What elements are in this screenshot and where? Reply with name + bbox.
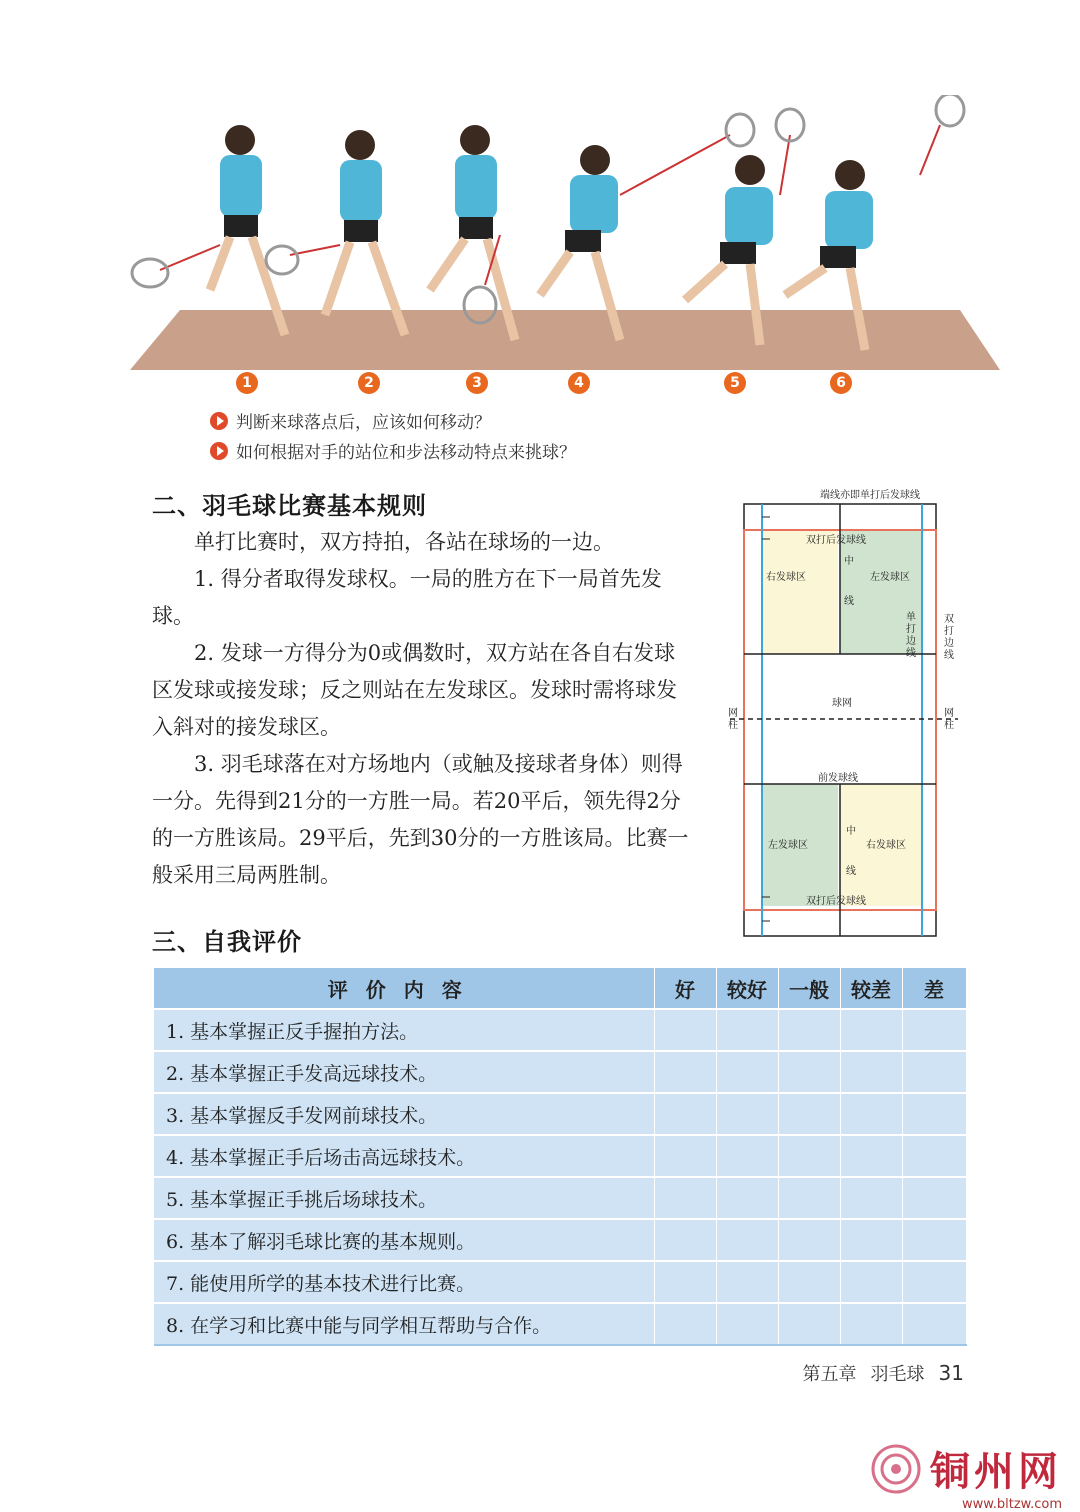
badminton-sequence-photo	[120, 95, 1000, 405]
label-singles-sideline	[906, 612, 916, 660]
rating-cell[interactable]	[716, 1009, 778, 1051]
header-content: 评价内容	[154, 968, 654, 1009]
rules-paragraph-intro: 单打比赛时，双方持拍，各站在球场的一边。	[194, 530, 614, 554]
label-right-service-bottom: 右发球区	[866, 840, 906, 851]
figure-4	[540, 114, 754, 340]
table-row	[154, 1177, 966, 1219]
frame-number-2: 2	[358, 372, 380, 394]
evaluation-item: 3. 基本掌握反手发网前球技术。	[154, 1093, 654, 1135]
doubles-sideline-char: 双	[944, 614, 954, 625]
rating-cell[interactable]	[840, 1219, 902, 1261]
footer-topic: 羽毛球	[870, 1364, 925, 1385]
question-1	[210, 408, 491, 433]
label-net: 球网	[832, 698, 852, 709]
header-good: 好	[654, 968, 716, 1009]
singles-sideline-char: 线	[906, 648, 916, 659]
post-char: 柱	[728, 720, 738, 731]
rating-cell[interactable]	[778, 1303, 840, 1345]
rating-cell[interactable]	[778, 1009, 840, 1051]
singles-sideline-char: 单	[906, 612, 916, 623]
footer-chapter: 第五章	[802, 1364, 857, 1385]
label-left-service-bottom: 左发球区	[768, 840, 808, 851]
evaluation-item: 5. 基本掌握正手挑后场球技术。	[154, 1177, 654, 1219]
site-url: www.bltzw.com	[962, 1497, 1062, 1512]
frame-number-5: 5	[724, 372, 746, 394]
rating-cell[interactable]	[778, 1135, 840, 1177]
table-row	[154, 1303, 966, 1345]
evaluation-item: 2. 基本掌握正手发高远球技术。	[154, 1051, 654, 1093]
rating-cell[interactable]	[902, 1135, 966, 1177]
rating-cell[interactable]	[902, 1009, 966, 1051]
rating-cell[interactable]	[902, 1303, 966, 1345]
table-row	[154, 1093, 966, 1135]
label-center-line-top-2: 线	[844, 596, 854, 607]
header-average: 一般	[778, 968, 840, 1009]
table-row	[154, 1051, 966, 1093]
header-fairly-good: 较好	[716, 968, 778, 1009]
rating-cell[interactable]	[778, 1093, 840, 1135]
rules-paragraph-1: 1. 得分者取得发球权。一局的胜方在下一局首先发球。	[152, 567, 662, 628]
site-logo-icon	[870, 1443, 922, 1495]
rating-cell[interactable]	[778, 1261, 840, 1303]
rating-cell[interactable]	[654, 1303, 716, 1345]
rating-cell[interactable]	[840, 1177, 902, 1219]
post-char: 网	[728, 708, 738, 719]
rules-body	[152, 524, 692, 894]
rating-cell[interactable]	[902, 1177, 966, 1219]
rating-cell[interactable]	[778, 1051, 840, 1093]
self-evaluation-table	[154, 968, 967, 1346]
court-diagram	[726, 484, 962, 940]
label-doubles-sideline	[944, 614, 954, 662]
rating-cell[interactable]	[840, 1303, 902, 1345]
rating-cell[interactable]	[902, 1093, 966, 1135]
label-front-service-line: 前发球线	[818, 773, 858, 784]
figure-2	[266, 130, 405, 335]
doubles-sideline-char: 打	[944, 626, 954, 637]
rating-cell[interactable]	[716, 1135, 778, 1177]
label-center-line-top-1: 中	[844, 556, 854, 567]
play-icon	[210, 442, 228, 460]
label-doubles-back-line-bottom: 双打后发球线	[806, 896, 866, 907]
section-heading-self-evaluation: 三、自我评价	[152, 928, 302, 956]
header-poor: 差	[902, 968, 966, 1009]
rating-cell[interactable]	[654, 1219, 716, 1261]
rating-cell[interactable]	[902, 1261, 966, 1303]
rating-cell[interactable]	[716, 1261, 778, 1303]
rules-paragraph-3: 3. 羽毛球落在对方场地内（或触及接球者身体）则得一分。先得到21分的一方胜一局。若20平后，领先得2分的一方胜该局。29平后，先到30分的一方胜该局。比赛一般采用三局两胜制。	[152, 752, 689, 887]
frame-number-1: 1	[236, 372, 258, 394]
page-number: 31	[938, 1361, 964, 1385]
rating-cell[interactable]	[902, 1219, 966, 1261]
rating-cell[interactable]	[778, 1219, 840, 1261]
doubles-sideline-char: 线	[944, 650, 954, 661]
zone-top-right-service	[762, 530, 838, 654]
sequence-illustration	[120, 95, 1000, 405]
rating-cell[interactable]	[654, 1093, 716, 1135]
site-watermark	[870, 1440, 1062, 1512]
rating-cell[interactable]	[654, 1135, 716, 1177]
label-doubles-back-line-top: 双打后发球线	[806, 535, 866, 546]
rating-cell[interactable]	[840, 1261, 902, 1303]
label-post-right	[944, 708, 954, 732]
singles-sideline-char: 边	[906, 636, 916, 647]
table-header-row	[154, 968, 966, 1009]
page-footer	[803, 1360, 964, 1386]
label-left-service-top: 左发球区	[870, 572, 910, 583]
rating-cell[interactable]	[654, 1009, 716, 1051]
rating-cell[interactable]	[840, 1093, 902, 1135]
rating-cell[interactable]	[654, 1051, 716, 1093]
label-right-service-top: 右发球区	[766, 572, 806, 583]
evaluation-item: 6. 基本了解羽毛球比赛的基本规则。	[154, 1219, 654, 1261]
question-2	[210, 438, 576, 463]
rating-cell[interactable]	[716, 1219, 778, 1261]
figure-3	[430, 125, 515, 340]
rating-cell[interactable]	[840, 1135, 902, 1177]
singles-sideline-char: 打	[906, 624, 916, 635]
frame-number-6: 6	[830, 372, 852, 394]
rating-cell[interactable]	[716, 1177, 778, 1219]
table-row	[154, 1009, 966, 1051]
rating-cell[interactable]	[654, 1261, 716, 1303]
rating-cell[interactable]	[654, 1177, 716, 1219]
post-char: 柱	[944, 720, 954, 731]
label-center-line-bottom-2: 线	[846, 866, 856, 877]
rating-cell[interactable]	[902, 1051, 966, 1093]
rating-cell[interactable]	[716, 1303, 778, 1345]
frame-number-4: 4	[568, 372, 590, 394]
evaluation-item: 7. 能使用所学的基本技术进行比赛。	[154, 1261, 654, 1303]
label-back-boundary: 端线亦即单打后发球线	[820, 490, 920, 501]
figure-1	[132, 125, 285, 335]
table-row	[154, 1261, 966, 1303]
evaluation-item: 4. 基本掌握正手后场击高远球技术。	[154, 1135, 654, 1177]
post-char: 网	[944, 708, 954, 719]
rating-cell[interactable]	[840, 1051, 902, 1093]
question-2-text: 如何根据对手的站位和步法移动特点来挑球？	[236, 443, 576, 463]
evaluation-item: 8. 在学习和比赛中能与同学相互帮助与合作。	[154, 1303, 654, 1345]
frame-number-3: 3	[466, 372, 488, 394]
section-heading-rules: 二、羽毛球比赛基本规则	[152, 492, 427, 520]
table-row	[154, 1135, 966, 1177]
rating-cell[interactable]	[716, 1093, 778, 1135]
label-center-line-bottom-1: 中	[846, 826, 856, 837]
site-name: 铜州网	[930, 1449, 1062, 1495]
rating-cell[interactable]	[716, 1051, 778, 1093]
question-1-text: 判断来球落点后，应该如何移动？	[236, 413, 491, 433]
header-fairly-poor: 较差	[840, 968, 902, 1009]
play-icon	[210, 412, 228, 430]
evaluation-item: 1. 基本掌握正反手握拍方法。	[154, 1009, 654, 1051]
doubles-sideline-char: 边	[944, 638, 954, 649]
rules-paragraph-2: 2. 发球一方得分为0或偶数时，双方站在各自右发球区发球或接发球；反之则站在左发球区。发球时需将球发入斜对的接发球区。	[152, 641, 677, 739]
rating-cell[interactable]	[778, 1177, 840, 1219]
table-row	[154, 1219, 966, 1261]
rating-cell[interactable]	[840, 1009, 902, 1051]
label-post-left	[728, 708, 738, 732]
